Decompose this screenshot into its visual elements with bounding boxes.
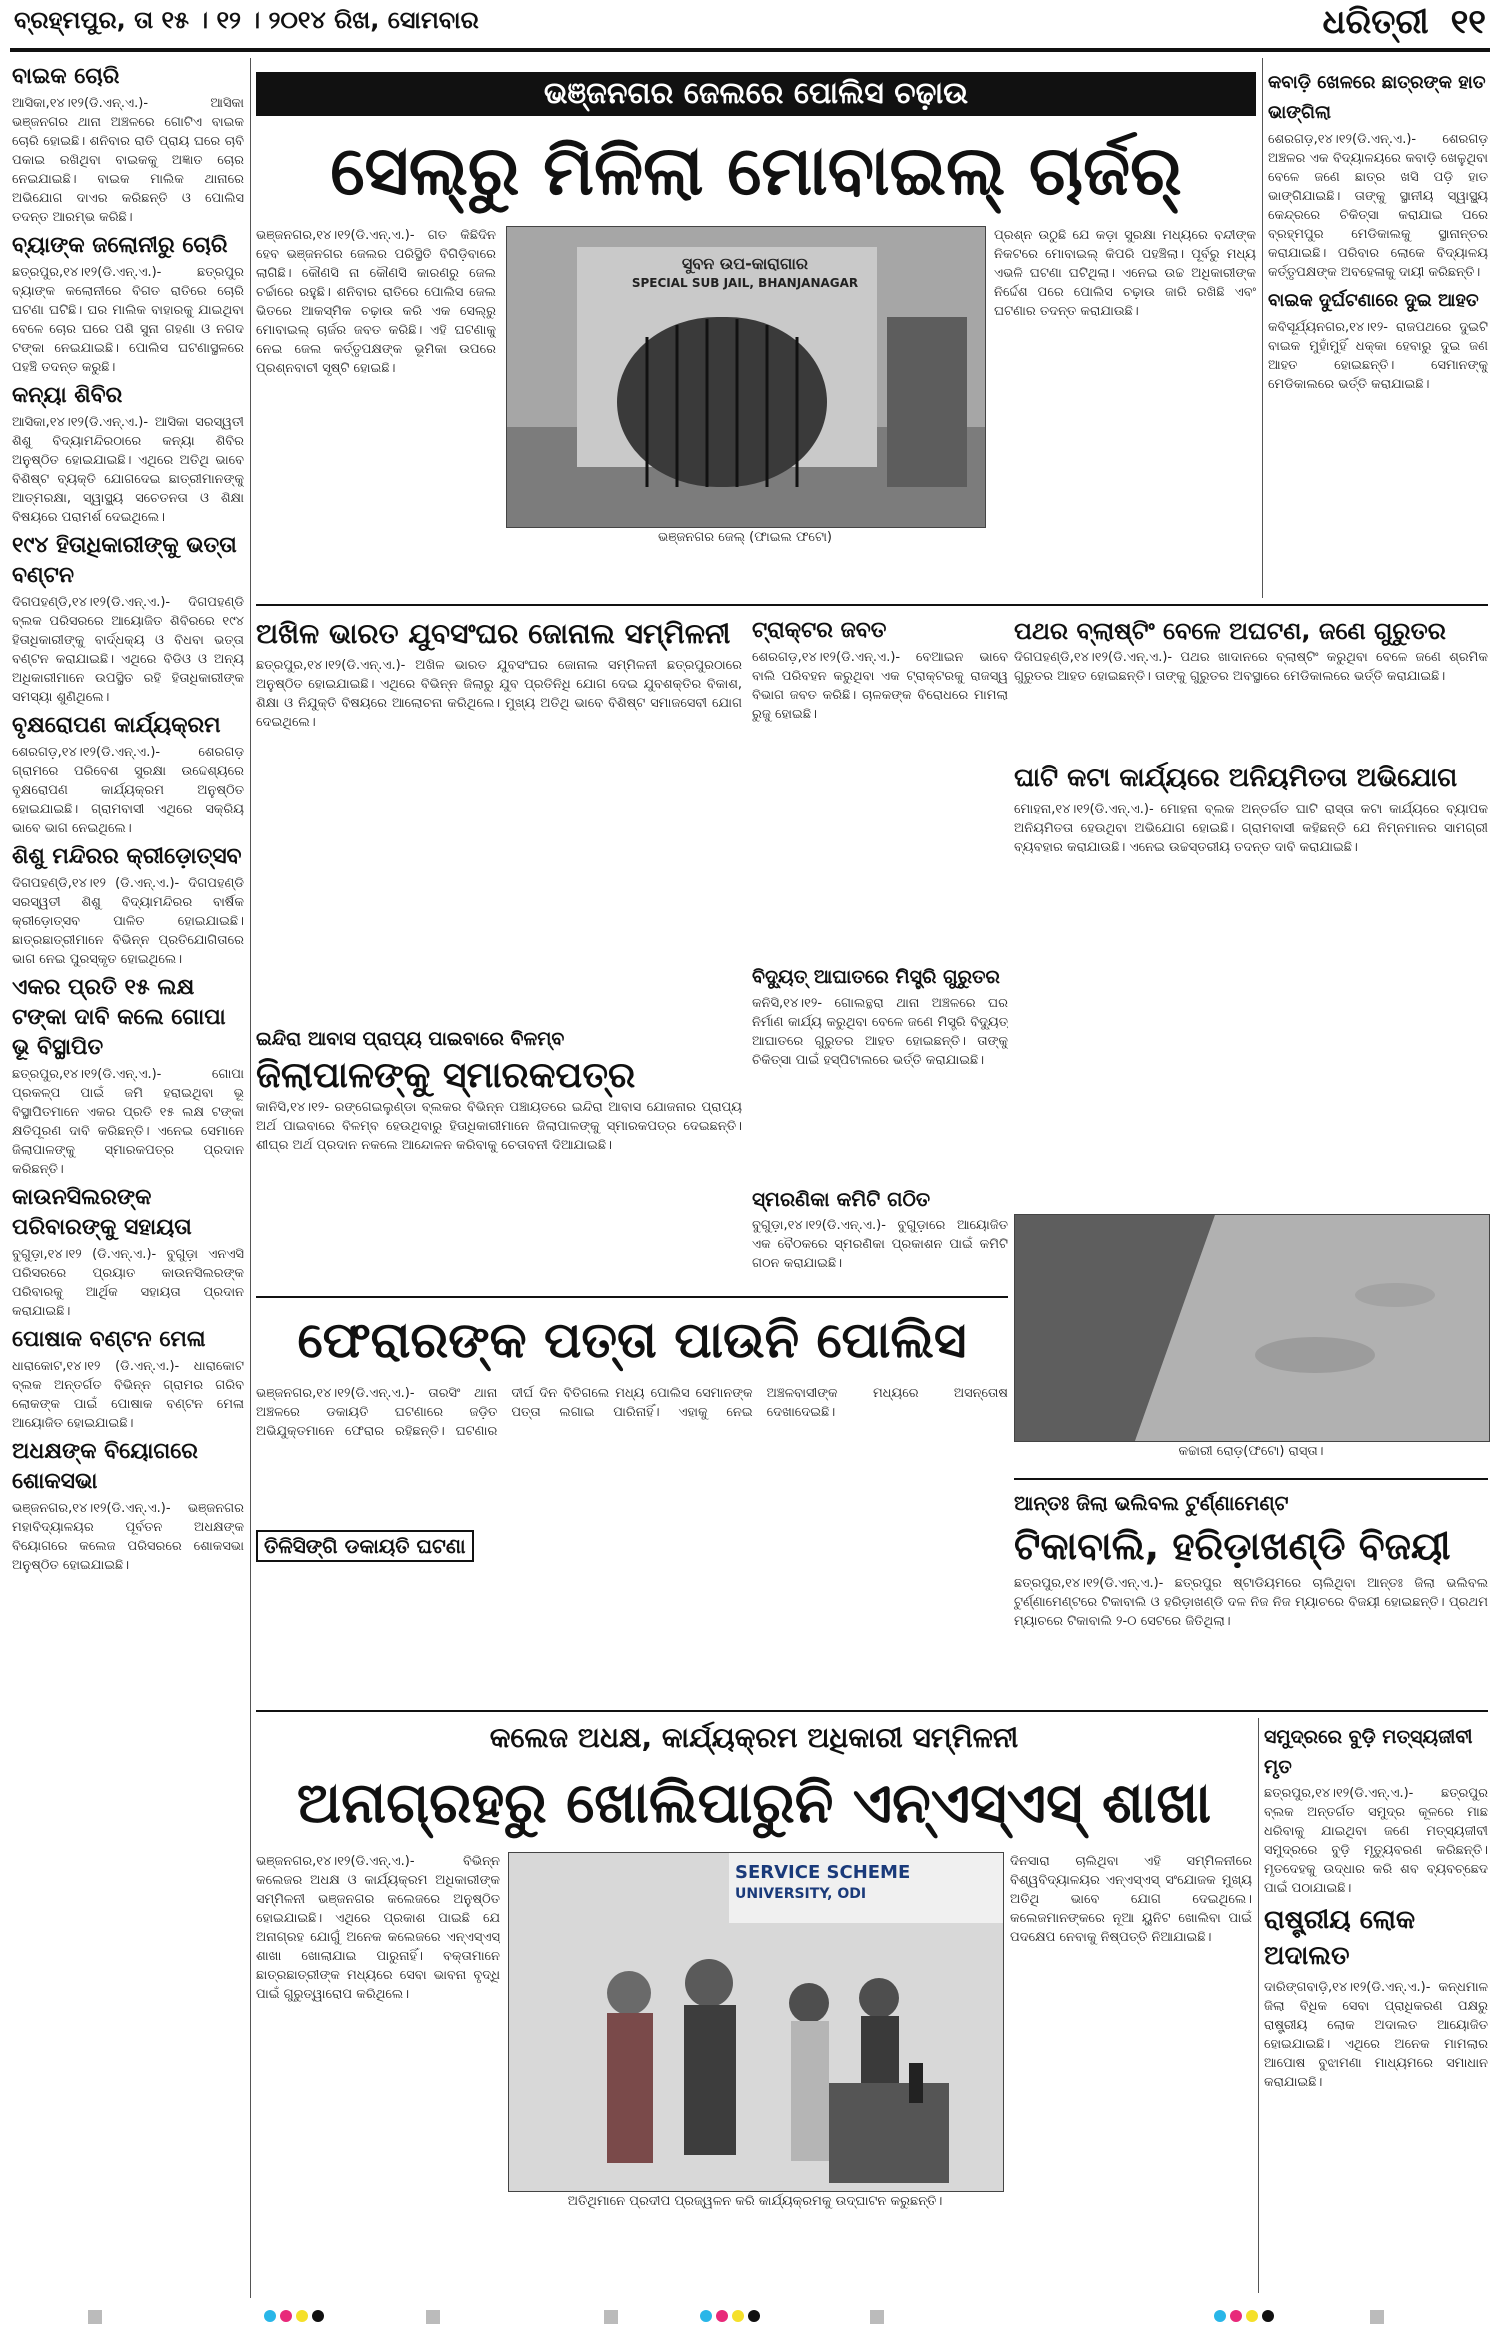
left-body-3: ଆସିକା,୧୪।୧୨(ଡି.ଏନ୍‌.ଏ.)- ଆସିକା ସରସ୍ୱତୀ ଶିଶୁ ବିଦ୍ୟାମନ୍ଦିରଠାରେ କନ୍ୟା ଶିବିର ଅନୁଷ୍ଠିତ ହୋଇଯାଇଛି। ଏଥିରେ ଅତିଥି ଭାବେ ବିଶିଷ୍ଟ ବ୍ୟକ୍ତି ଯୋଗଦେଇ ଛାତ୍ରୀମାନଙ୍କୁ ଆତ୍ମରକ୍ଷା, ସ୍ୱାସ୍ଥ୍ୟ ସଚେତନତା ଓ ଶିକ୍ଷା ବିଷୟରେ ପରାମର୍ଶ ଦେଇଥିଲେ।: [12, 415, 244, 525]
ghati-story: [1014, 756, 1488, 1186]
left-body-7: ଛତ୍ରପୁର,୧୪।୧୨(ଡି.ଏନ୍‌.ଏ.)- ଗୋପା ପ୍ରକଳ୍ପ ପାଇଁ ଜମି ହରାଇଥିବା ଭୂ ବିସ୍ଥାପିତମାନେ ଏକର ପ୍ରତି ୧୫ ଲକ୍ଷ ଟଙ୍କା କ୍ଷତିପୂରଣ ଦାବି କରିଛନ୍ତି। ଏନେଇ ସେମାନେ ଜିଲାପାଳଙ୍କୁ ସ୍ମାରକପତ୍ର ପ୍ରଦାନ କରିଛନ୍ତି।: [12, 1067, 244, 1177]
right-body-2: କବିସୂର୍ଯ୍ୟନଗର,୧୪।୧୨- ରାଜପଥରେ ଦୁଇଟି ବାଇକ ମୁହାଁମୁହିଁ ଧକ୍କା ହେବାରୁ ଦୁଇ ଜଣ ଆହତ ହୋଇଛନ୍ତି। ସେମାନଙ୍କୁ ମେଡିକାଲରେ ଭର୍ତ୍ତି କରାଯାଇଛି।: [1268, 320, 1488, 392]
print-mark: [870, 2310, 884, 2324]
left-headline-2: ବ୍ୟାଙ୍କ ଜଲୋନୀରୁ ଚୋରି: [12, 233, 228, 258]
blast-headline: ପଥର ବ୍ଲାଷ୍ଟିଂ ବେଳେ ଅଘଟଣ, ଜଣେ ଗୁରୁତର: [1014, 617, 1446, 645]
indira-body: କାନିସି,୧୪।୧୨- ରଙ୍ଗେଇଲୁଣ୍ଡା ବ୍ଲକର ବିଭିନ୍ନ ପଞ୍ଚାୟତରେ ଇନ୍ଦିରା ଆବାସ ଯୋଜନାର ପ୍ରାପ୍ୟ ଅର୍ଥ ପାଇବାରେ ବିଳମ୍ବ ହେଉଥିବାରୁ ହିତାଧିକାରୀମାନେ ଜିଲାପାଳଙ୍କୁ ସ୍ମାରକପତ୍ର ଦେଇଛନ୍ତି। ଶୀଘ୍ର ଅର୍ଥ ପ୍ରଦାନ ନକଲେ ଆନ୍ଦୋଳନ କରିବାକୁ ଚେତାବନୀ ଦିଆଯାଇଛି।: [256, 1100, 742, 1153]
lead-body-b: ପ୍ରଶ୍ନ ଉଠୁଛି ଯେ କଡ଼ା ସୁରକ୍ଷା ମଧ୍ୟରେ ବନ୍ଦୀଙ୍କ ନିକଟରେ ମୋବାଇଲ୍ କିପରି ପହଞ୍ଚିଲା। ପୂର୍ବରୁ ମଧ୍ୟ ଏଭଳି ଘଟଣା ଘଟିଥିଲା। ଏନେଇ ଉଚ୍ଚ ଅଧିକାରୀଙ୍କ ନିର୍ଦ୍ଦେଶ ପରେ ପୋଲିସ ଚଢ଼ାଉ ଜାରି ରଖିଛି ଏବଂ ଘଟଣାର ତଦନ୍ତ କରାଯାଉଛି।: [994, 228, 1256, 319]
print-dot-magenta: [716, 2310, 728, 2322]
committee-headline: ସ୍ମରଣିକା କମିଟି ଗଠିତ: [752, 1187, 931, 1211]
right-bottom-body-2: ଦାରିଙ୍ଗବାଡ଼ି,୧୪।୧୨(ଡି.ଏନ୍‌.ଏ.)- କନ୍ଧମାଳ ଜିଲା ବିଧିକ ସେବା ପ୍ରାଧିକରଣ ପକ୍ଷରୁ ରାଷ୍ଟ୍ରୀୟ ଲୋକ ଅଦାଲତ ଆୟୋଜିତ ହୋଇଯାଇଛି। ଏଥିରେ ଅନେକ ମାମଲାର ଆପୋଷ ବୁଝାମଣା ମାଧ୍ୟମରେ ସମାଧାନ କରାଯାଇଛି।: [1264, 1980, 1488, 2090]
print-dot-magenta: [280, 2310, 292, 2322]
road-illustration: [1015, 1215, 1489, 1441]
blast-story: [1014, 612, 1488, 752]
jail-photo-caption: ଭଞ୍ଜନଗର ଜେଲ୍ (ଫାଇଲ ଫଟୋ): [657, 530, 832, 545]
print-dot-yellow: [1246, 2310, 1258, 2322]
nss-banner-text-2: UNIVERSITY, ODI: [735, 1886, 867, 1902]
section-rule-4: [256, 1710, 1488, 1712]
left-headline-3: କନ୍ୟା ଶିବିର: [12, 383, 123, 408]
print-dot-cyan: [1214, 2310, 1226, 2322]
indira-story: [256, 1020, 742, 1280]
bottom-headline: ଅନାଗ୍ରହରୁ ଖୋଲିପାରୁନି ଏନ୍‌ଏସ୍‌ଏସ୍ ଶାଖା: [296, 1771, 1212, 1836]
left-body-9: ଧାରାକୋଟ,୧୪।୧୨ (ଡି.ଏନ୍‌.ଏ.)- ଧାରାକୋଟ ବ୍ଲକ ଅନ୍ତର୍ଗତ ବିଭିନ୍ନ ଗ୍ରାମର ଗରିବ ଲୋକଙ୍କ ପାଇଁ ପୋଷାକ ବଣ୍ଟନ ମେଳା ଆୟୋଜିତ ହୋଇଯାଇଛି।: [12, 1359, 244, 1431]
jail-sign-1: ସୁବନ ଉପ-କାରାଗାର: [681, 254, 809, 273]
youth-body: ଛତ୍ରପୁର,୧୪।୧୨(ଡି.ଏନ୍‌.ଏ.)- ଅଖିଳ ଭାରତ ଯୁବସଂଘର ଜୋନାଲ ସମ୍ମିଳନୀ ଛତ୍ରପୁରଠାରେ ଅନୁଷ୍ଠିତ ହୋଇଯାଇଛି। ଏଥିରେ ବିଭିନ୍ନ ଜିଲାରୁ ଯୁବ ପ୍ରତିନିଧି ଯୋଗ ଦେଇ ଯୁବଶକ୍ତିର ବିକାଶ, ଶିକ୍ଷା ଓ ନିଯୁକ୍ତି ବିଷୟରେ ଆଲୋଚନା କରିଥିଲେ। ମୁଖ୍ୟ ଅତିଥି ଭାବେ ବିଶିଷ୍ଟ ସମାଜସେବୀ ଯୋଗ ଦେଇଥିଲେ।: [256, 658, 742, 730]
tractor-story: [752, 612, 1008, 752]
print-dot-black: [1262, 2310, 1274, 2322]
tractor-headline: ଟ୍ରାକ୍ଟର ଜବତ: [752, 618, 887, 643]
volleyball-headline: ଟିକାବାଲି, ହରିଡ଼ାଖଣ୍ଡି ବିଜୟୀ: [1014, 1524, 1451, 1568]
section-rule-3: [1014, 1478, 1488, 1480]
left-body-5: ଶେରଗଡ଼,୧୪।୧୨(ଡି.ଏନ୍‌.ଏ.)- ଶେରଗଡ଼ ଗ୍ରାମରେ ପରିବେଶ ସୁରକ୍ଷା ଉଦ୍ଦେଶ୍ୟରେ ବୃକ୍ଷରୋପଣ କାର୍ଯ୍ୟକ୍ରମ ଅନୁଷ୍ଠିତ ହୋଇଯାଇଛି। ଗ୍ରାମବାସୀ ଏଥିରେ ସକ୍ରିୟ ଭାବେ ଭାଗ ନେଇଥିଲେ।: [12, 745, 244, 836]
left-headline-7: ଏକର ପ୍ରତି ୧୫ ଲକ୍ଷ ଟଙ୍କା ଦାବି କଲେ ଗୋପା ଭୂ ବିସ୍ଥାପିତ: [12, 975, 226, 1060]
dateline: ବ୍ରହ୍ମପୁର, ତା ୧୫ । ୧୨ । ୨୦୧୪ ରିଖ, ସୋମବାର: [14, 6, 479, 34]
right-bottom-headline-1: ସମୁଦ୍ରରେ ବୁଡ଼ି ମତ୍ସ୍ୟଜୀବୀ ମୃତ: [1264, 1726, 1473, 1778]
left-headline-10: ଅଧକ୍ଷଙ୍କ ବିୟୋଗରେ ଶୋକସଭା: [12, 1439, 198, 1494]
print-dot-yellow: [296, 2310, 308, 2322]
print-dot-black: [312, 2310, 324, 2322]
lead-body-right: [994, 226, 1256, 556]
right-divider: [1262, 58, 1263, 598]
bottom-body-a: ଭଞ୍ଜନଗର,୧୪।୧୨(ଡି.ଏନ୍‌.ଏ.)- ବିଭିନ୍ନ କଲେଜର ଅଧକ୍ଷ ଓ କାର୍ଯ୍ୟକ୍ରମ ଅଧିକାରୀଙ୍କ ସମ୍ମିଳନୀ ଭଞ୍ଜନଗର କଲେଜରେ ଅନୁଷ୍ଠିତ ହୋଇଯାଇଛି। ଏଥିରେ ପ୍ରକାଶ ପାଇଛି ଯେ ଅନାଗ୍ରହ ଯୋଗୁଁ ଅନେକ କଲେଜରେ ଏନ୍‌ଏସ୍‌ଏସ୍ ଶାଖା ଖୋଲାଯାଇ ପାରୁନାହିଁ। ବକ୍ତାମାନେ ଛାତ୍ରଛାତ୍ରୀଙ୍କ ମଧ୍ୟରେ ସେବା ଭାବନା ବୃଦ୍ଧି ପାଇଁ ଗୁରୁତ୍ୱାରୋପ କରିଥିଲେ।: [256, 1854, 500, 2002]
section-rule-2: [256, 1296, 1008, 1298]
page-number: ୧୧: [1450, 2, 1486, 42]
tractor-body: ଶେରଗଡ଼,୧୪।୧୨(ଡି.ଏନ୍‌.ଏ.)- ବେଆଇନ ଭାବେ ବାଲି ପରିବହନ କରୁଥିବା ଏକ ଟ୍ରାକ୍ଟରକୁ ରାଜସ୍ୱ ବିଭାଗ ଜବତ କରିଛି। ଚାଳକଙ୍କ ବିରୋଧରେ ମାମଲା ରୁଜୁ ହୋଇଛି।: [752, 650, 1008, 722]
volleyball-kicker: ଆନ୍ତଃ ଜିଲା ଭଲିବଲ ଟୁର୍ଣ୍ଣାମେଣ୍ଟ: [1014, 1491, 1289, 1515]
right-headline-2: ବାଇକ ଦୁର୍ଘଟଣାରେ ଦୁଇ ଆହତ: [1268, 290, 1479, 311]
print-mark: [88, 2310, 102, 2324]
volleyball-story: [1014, 1484, 1488, 1704]
print-mark: [1370, 2310, 1384, 2324]
masthead: [1323, 2, 1487, 42]
lead-headline: ସେଲ୍‌ରୁ ମିଳିଲା ମୋବାଇଲ୍ ଚାର୍ଜର୍: [330, 132, 1182, 211]
road-photo-caption: କଚ୍ଚାରୀ ରୋଡ଼(ଫଟୋ) ରାସ୍ତା।: [1178, 1444, 1324, 1459]
committee-body: ବୁଗୁଡ଼ା,୧୪।୧୨(ଡି.ଏନ୍‌.ଏ.)- ବୁଗୁଡ଼ାରେ ଆୟୋଜିତ ଏକ ବୈଠକରେ ସ୍ମରଣିକା ପ୍ରକାଶନ ପାଇଁ କମିଟି ଗଠନ କରାଯାଇଛି।: [752, 1218, 1008, 1271]
left-headline-1: ବାଇକ ଚୋରି: [12, 64, 120, 89]
right-headline-1: କବାଡ଼ି ଖେଳରେ ଛାତ୍ରଙ୍କ ହାତ ଭାଙ୍ଗିଲା: [1268, 72, 1486, 123]
column-divider: [250, 58, 251, 2298]
right-bottom-headline-2: ରାଷ୍ଟ୍ରୀୟ ଲୋକ ଅଦାଲତ: [1264, 1905, 1416, 1971]
volleyball-body: ଛତ୍ରପୁର,୧୪।୧୨(ଡି.ଏନ୍‌.ଏ.)- ଛତ୍ରପୁର ଷ୍ଟାଡିୟମରେ ଚାଲିଥିବା ଆନ୍ତଃ ଜିଲା ଭଲିବଲ ଟୁର୍ଣ୍ଣାମେଣ୍ଟରେ ଟିକାବାଲି ଓ ହରିଡ଼ାଖଣ୍ଡି ଦଳ ନିଜ ନିଜ ମ୍ୟାଚରେ ବିଜୟୀ ହୋଇଛନ୍ତି। ପ୍ରଥମ ମ୍ୟାଚରେ ଟିକାବାଲି ୨-୦ ସେଟରେ ଜିତିଥିଲା।: [1014, 1576, 1488, 1629]
print-mark: [426, 2310, 440, 2324]
electric-story: [752, 958, 1008, 1178]
print-dot-black: [748, 2310, 760, 2322]
youth-story: [256, 612, 742, 1012]
ghati-headline: ଘାଟି କଟା କାର୍ଯ୍ୟରେ ଅନିୟମିତତା ଅଭିଯୋଗ: [1014, 763, 1458, 793]
left-headline-8: କାଉନସିଲରଙ୍କ ପରିବାରଙ୍କୁ ସହାୟତା: [12, 1185, 192, 1240]
nss-photo-caption: ଅତିଥିମାନେ ପ୍ରଦୀପ ପ୍ରଜ୍ୱଳନ କରି କାର୍ଯ୍ୟକ୍ରମକୁ ଉଦ୍‌ଘାଟନ କରୁଛନ୍ତି।: [567, 2194, 943, 2209]
left-body-8: ବୁଗୁଡ଼ା,୧୪।୧୨ (ଡି.ଏନ୍‌.ଏ.)- ବୁଗୁଡ଼ା ଏନଏସି ପରିସରରେ ପ୍ରୟାତ କାଉନସିଲରଙ୍କ ପରିବାରକୁ ଆର୍ଥିକ ସହାୟତା ପ୍ରଦାନ କରାଯାଇଛି।: [12, 1247, 244, 1319]
nss-photo: [508, 1852, 1004, 2192]
electric-headline: ବିଦ୍ୟୁତ୍ ଆଘାତରେ ମିସ୍ତ୍ରି ଗୁରୁତର: [752, 966, 1000, 988]
right-bottom-divider: [1258, 1718, 1259, 2293]
left-body-10: ଭଞ୍ଜନଗର,୧୪।୧୨(ଡି.ଏନ୍‌.ଏ.)- ଭଞ୍ଜନଗର ମହାବିଦ୍ୟାଳୟର ପୂର୍ବତନ ଅଧକ୍ଷଙ୍କ ବିୟୋଗରେ କଲେଜ ପରିସରରେ ଶୋକସଭା ଅନୁଷ୍ଠିତ ହୋଇଯାଇଛି।: [12, 1501, 244, 1573]
jail-sign-2: SPECIAL SUB JAIL, BHANJANAGAR: [631, 276, 859, 290]
left-column: [12, 58, 244, 2288]
left-headline-6: ଶିଶୁ ମନ୍ଦିରର କ୍ରୀଡ଼ୋତ୍ସବ: [12, 844, 242, 869]
right-body-1: ଶେରଗଡ଼,୧୪।୧୨(ଡି.ଏନ୍‌.ଏ.)- ଶେରଗଡ଼ ଅଞ୍ଚଳର ଏକ ବିଦ୍ୟାଳୟରେ କବାଡ଼ି ଖେଳୁଥିବା ବେଳେ ଜଣେ ଛାତ୍ର ଖସି ପଡ଼ି ହାତ ଭାଙ୍ଗିଯାଇଛି। ତାଙ୍କୁ ସ୍ଥାନୀୟ ସ୍ୱାସ୍ଥ୍ୟ କେନ୍ଦ୍ରରେ ଚିକିତ୍ସା କରାଯାଇ ପରେ ବ୍ରହ୍ମପୁର ମେଡିକାଲକୁ ସ୍ଥାନାନ୍ତର କରାଯାଇଛି। ପରିବାର ଲୋକେ ବିଦ୍ୟାଳୟ କର୍ତ୍ତୃପକ୍ଷଙ୍କ ଅବହେଳାକୁ ଦାୟୀ କରିଛନ୍ତି।: [1268, 132, 1488, 280]
lead-body-a: ଭଞ୍ଜନଗର,୧୪।୧୨(ଡି.ଏନ୍‌.ଏ.)- ଗତ କିଛିଦିନ ହେବ ଭଞ୍ଜନଗର ଜେଲର ପରିସ୍ଥିତି ବିଗିଡ଼ିବାରେ ଲାଗିଛି। କୌଣସି ନା କୌଣସି କାରଣରୁ ଜେଲ ଚର୍ଚ୍ଚାରେ ରହୁଛି। ଶନିବାର ରାତିରେ ପୋଲିସ ଜେଲ ଭିତରେ ଆକସ୍ମିକ ଚଢ଼ାଉ କରି ଏକ ସେଲ୍‌ରୁ ମୋବାଇଲ୍ ଚାର୍ଜର ଜବତ କରିଛି। ଏହି ଘଟଣାକୁ ନେଇ ଜେଲ କର୍ତ୍ତୃପକ୍ଷଙ୍କ ଭୂମିକା ଉପରେ ପ୍ରଶ୍ନବାଚୀ ସୃଷ୍ଟି ହୋଇଛି।: [256, 228, 496, 376]
print-dot-yellow: [732, 2310, 744, 2322]
ghati-body: ମୋହନା,୧୪।୧୨(ଡି.ଏନ୍‌.ଏ.)- ମୋହନା ବ୍ଲକ ଅନ୍ତର୍ଗତ ଘାଟି ରାସ୍ତା କଟା କାର୍ଯ୍ୟରେ ବ୍ୟାପକ ଅନିୟମିତତା ହେଉଥିବା ଅଭିଯୋଗ ହୋଇଛି। ଗ୍ରାମବାସୀ କହିଛନ୍ତି ଯେ ନିମ୍ନମାନର ସାମଗ୍ରୀ ବ୍ୟବହାର କରାଯାଉଛି। ଏନେଇ ଉଚ୍ଚସ୍ତରୀୟ ତଦନ୍ତ ଦାବି କରାଯାଇଛି।: [1014, 802, 1488, 855]
right-top-column: [1268, 64, 1488, 604]
right-bottom-column: [1264, 1718, 1488, 2293]
ferar-body: ଭଞ୍ଜନଗର,୧୪।୧୨(ଡି.ଏନ୍‌.ଏ.)- ତାରସିଂ ଥାନା ଅଞ୍ଚଳରେ ଡକାୟତି ଘଟଣାରେ ଜଡ଼ିତ ଅଭିଯୁକ୍ତମାନେ ଫେରାର ରହିଛନ୍ତି। ଘଟଣାର ଦୀର୍ଘ ଦିନ ବିତିଗଲେ ମଧ୍ୟ ପୋଲିସ ସେମାନଙ୍କ ପତ୍ତା ଲଗାଇ ପାରିନାହିଁ। ଏହାକୁ ନେଇ ଅଞ୍ଚଳବାସୀଙ୍କ ମଧ୍ୟରେ ଅସନ୍ତୋଷ ଦେଖାଦେଇଛି।: [256, 1386, 1008, 1439]
print-dot-cyan: [700, 2310, 712, 2322]
nss-event-illustration: [509, 1853, 1003, 2191]
bottom-body-right: [1010, 1852, 1252, 2292]
left-body-4: ଦିଗପହଣ୍ଡି,୧୪।୧୨(ଡି.ଏନ୍‌.ଏ.)- ଦିଗପହଣ୍ଡି ବ୍ଲକ ପରିସରରେ ଆୟୋଜିତ ଶିବିରରେ ୧୯୪ ହିତାଧିକାରୀଙ୍କୁ ବାର୍ଦ୍ଧକ୍ୟ ଓ ବିଧବା ଭତ୍ତା ବଣ୍ଟନ କରାଯାଇଛି। ଏଥିରେ ବିଡିଓ ଓ ଅନ୍ୟ ଅଧିକାରୀମାନେ ଉପସ୍ଥିତ ରହି ହିତାଧିକାରୀଙ୍କ ସମସ୍ୟା ଶୁଣିଥିଲେ।: [12, 595, 244, 705]
print-dot-cyan: [264, 2310, 276, 2322]
road-photo: [1014, 1214, 1490, 1442]
indira-kicker: ଇନ୍ଦିରା ଆବାସ ପ୍ରାପ୍ୟ ପାଇବାରେ ବିଳମ୍ବ: [256, 1028, 565, 1050]
left-headline-5: ବୃକ୍ଷରୋପଣ କାର୍ଯ୍ୟକ୍ରମ: [12, 713, 221, 738]
blast-body: ଦିଗପହଣ୍ଡି,୧୪।୧୨(ଡି.ଏନ୍‌.ଏ.)- ପଥର ଖାଦାନରେ ବ୍ଲାଷ୍ଟିଂ କରୁଥିବା ବେଳେ ଜଣେ ଶ୍ରମିକ ଗୁରୁତର ଆହତ ହୋଇଛନ୍ତି। ତାଙ୍କୁ ଗୁରୁତର ଅବସ୍ଥାରେ ମେଡିକାଲରେ ଭର୍ତ୍ତି କରାଯାଇଛି।: [1014, 650, 1488, 684]
nss-banner-text: SERVICE SCHEME: [735, 1862, 911, 1883]
bottom-body-left: [256, 1852, 500, 2292]
bottom-body-b: ଦିନସାରା ଚାଲିଥିବା ଏହି ସମ୍ମିଳନୀରେ ବିଶ୍ୱବିଦ୍ୟାଳୟର ଏନ୍‌ଏସ୍‌ଏସ୍ ସଂଯୋଜକ ମୁଖ୍ୟ ଅତିଥି ଭାବେ ଯୋଗ ଦେଇଥିଲେ। କଲେଜମାନଙ୍କରେ ନୂଆ ୟୁନିଟ ଖୋଲିବା ପାଇଁ ପଦକ୍ଷେପ ନେବାକୁ ନିଷ୍ପତ୍ତି ନିଆଯାଇଛି।: [1010, 1854, 1252, 1945]
print-dot-magenta: [1230, 2310, 1242, 2322]
youth-headline: ଅଖିଳ ଭାରତ ଯୁବସଂଘର ଜୋନାଲ ସମ୍ମିଳନୀ: [256, 617, 731, 650]
left-body-6: ଦିଗପହଣ୍ଡି,୧୪।୧୨ (ଡି.ଏନ୍‌.ଏ.)- ଦିଗପହଣ୍ଡି ସରସ୍ୱତୀ ଶିଶୁ ବିଦ୍ୟାମନ୍ଦିରର ବାର୍ଷିକ କ୍ରୀଡ଼ୋତ୍ସବ ପାଳିତ ହୋଇଯାଇଛି। ଛାତ୍ରଛାତ୍ରୀମାନେ ବିଭିନ୍ନ ପ୍ରତିଯୋଗିତାରେ ଭାଗ ନେଇ ପୁରସ୍କୃତ ହୋଇଥିଲେ।: [12, 876, 244, 967]
electric-body: କନିସି,୧୪।୧୨- ଗୋଲନ୍ଥରା ଥାନା ଅଞ୍ଚଳରେ ଘର ନିର୍ମାଣ କାର୍ଯ୍ୟ କରୁଥିବା ବେଳେ ଜଣେ ମିସ୍ତ୍ରି ବିଦ୍ୟୁତ୍ ଆଘାତରେ ଗୁରୁତର ଆହତ ହୋଇଛନ୍ତି। ତାଙ୍କୁ ଚିକିତ୍ସା ପାଇଁ ହସ୍ପିଟାଲରେ ଭର୍ତ୍ତି କରାଯାଇଛି।: [752, 996, 1008, 1068]
lead-body-left: [256, 226, 496, 556]
ferar-headline: ଫେରାରଙ୍କ ପତ୍ତା ପାଉନି ପୋଲିସ: [297, 1311, 967, 1369]
left-headline-4: ୧୯୪ ହିତାଧିକାରୀଙ୍କୁ ଭତ୍ତା ବଣ୍ଟନ: [12, 533, 237, 588]
right-bottom-body-1: ଛତ୍ରପୁର,୧୪।୧୨(ଡି.ଏନ୍‌.ଏ.)- ଛତ୍ରପୁର ବ୍ଲକ ଅନ୍ତର୍ଗତ ସମୁଦ୍ର କୂଳରେ ମାଛ ଧରିବାକୁ ଯାଇଥିବା ଜଣେ ମତ୍ସ୍ୟଜୀବୀ ସମୁଦ୍ରରେ ବୁଡ଼ି ମୃତ୍ୟୁବରଣ କରିଛନ୍ତି। ମୃତଦେହକୁ ଉଦ୍ଧାର କରି ଶବ ବ୍ୟବଚ୍ଛେଦ ପାଇଁ ପଠାଯାଇଛି।: [1264, 1786, 1488, 1896]
bottom-kicker: କଲେଜ ଅଧକ୍ଷ, କାର୍ଯ୍ୟକ୍ରମ ଅଧିକାରୀ ସମ୍ମିଳନୀ: [489, 1721, 1019, 1754]
committee-story: [752, 1180, 1008, 1290]
header-rule: [10, 48, 1490, 52]
masthead-title: ଧରିତ୍ରୀ: [1322, 2, 1429, 42]
left-headline-9: ପୋଷାକ ବଣ୍ଟନ ମେଳା: [12, 1327, 206, 1352]
print-mark: [604, 2310, 618, 2324]
indira-headline: ଜିଲାପାଳଙ୍କୁ ସ୍ମାରକପତ୍ର: [256, 1055, 636, 1096]
left-body-1: ଆସିକା,୧୪।୧୨(ଡି.ଏନ୍‌.ଏ.)- ଆସିକା ଭଞ୍ଜନଗର ଥାନା ଅଞ୍ଚଳରେ ଗୋଟିଏ ବାଇକ ଚୋରି ହୋଇଛି। ଶନିବାର ରାତି ପ୍ରାୟ ଘରେ ଚାବି ପକାଇ ରଖିଥିବା ବାଇକକୁ ଅଜ୍ଞାତ ଚୋର ନେଇଯାଇଛି। ବାଇକ ମାଲିକ ଥାନାରେ ଅଭିଯୋଗ ଦାଏର କରିଛନ୍ତି ଓ ପୋଲିସ ତଦନ୍ତ ଆରମ୍ଭ କରିଛି।: [12, 96, 244, 225]
left-body-2: ଛତ୍ରପୁର,୧୪।୧୨(ଡି.ଏନ୍‌.ଏ.)- ଛତ୍ରପୁର ବ୍ୟାଙ୍କ କଲୋନୀରେ ବିଗତ ରାତିରେ ଚୋରି ଘଟଣା ଘଟିଛି। ଘର ମାଲିକ ବାହାରକୁ ଯାଇଥିବା ବେଳେ ଚୋର ଘରେ ପଶି ସୁନା ଗହଣା ଓ ନଗଦ ଟଙ୍କା ନେଇଯାଇଛି। ପୋଲିସ ଘଟଣାସ୍ଥଳରେ ପହଞ୍ଚି ତଦନ୍ତ କରୁଛି।: [12, 265, 244, 375]
ferar-subhead: ତିଳିସିଙ୍ଗି ଡକାୟତି ଘଟଣା: [256, 1530, 474, 1562]
section-rule-1: [256, 604, 1488, 606]
lead-kicker-banner: ଭଞ୍ଜନଗର ଜେଲରେ ପୋଲିସ ଚଢ଼ାଉ: [256, 72, 1256, 116]
